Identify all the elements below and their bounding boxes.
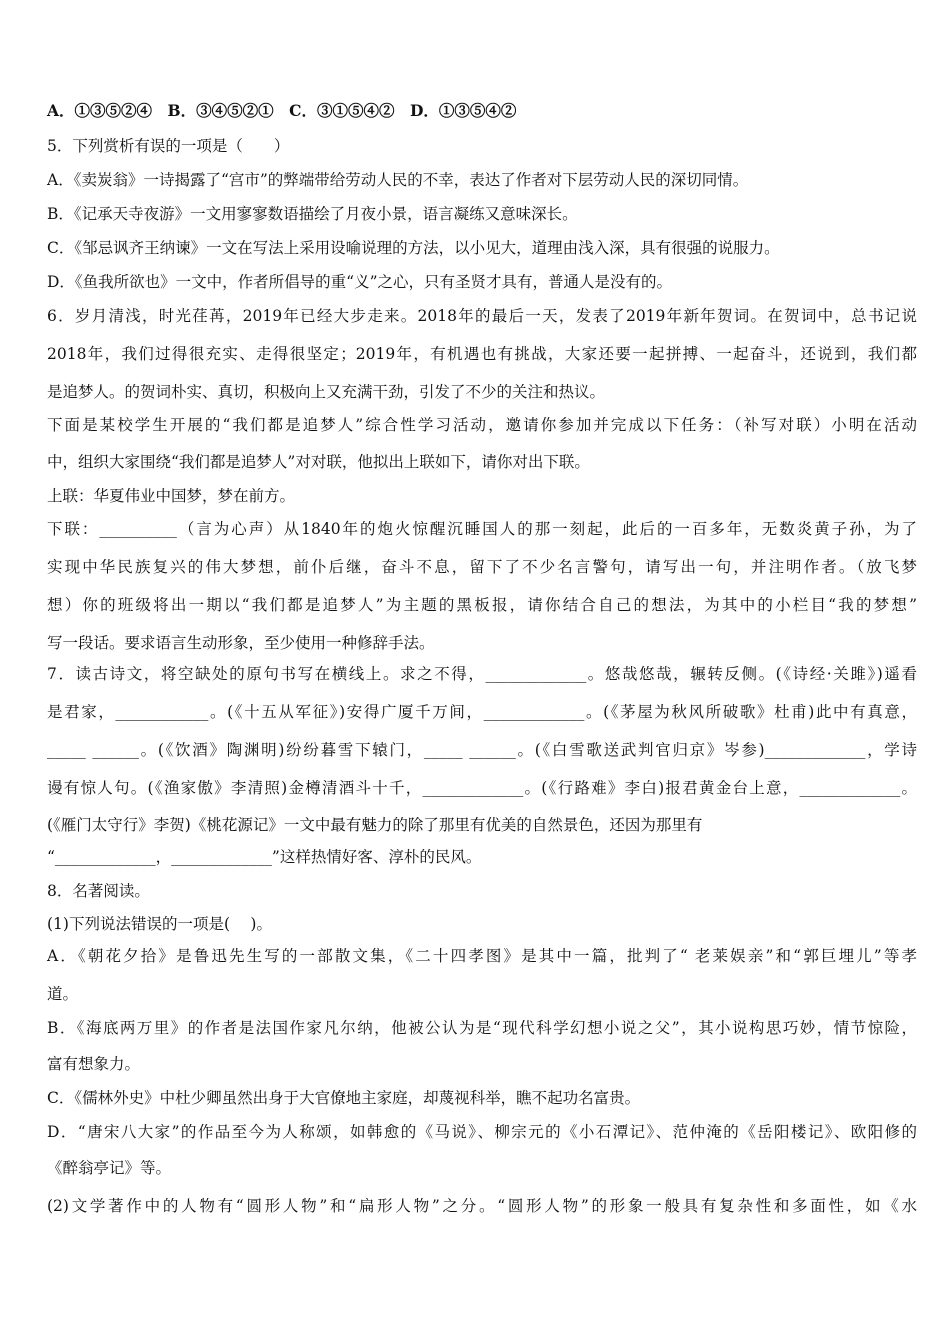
q6-line-7: 下联：__________（言为心声）从1840年的炮火惊醒沉睡国人的那一刻起，此后的一百多年，无数炎黄子孙，为了	[47, 520, 917, 538]
q5-option-a: A．《卖炭翁》一诗揭露了“宫市”的弊端带给劳动人民的不幸，表达了作者对下层劳动人民的深切同情。	[47, 171, 749, 189]
q6-line-4: 下面是某校学生开展的“我们都是追梦人”综合性学习活动，邀请你参加并完成以下任务：（补写对联）小明在活动	[47, 416, 917, 434]
q6-line-6: 上联：华夏伟业中国梦，梦在前方。	[47, 487, 296, 505]
q8-title: 8．名著阅读。	[47, 882, 150, 900]
q8-option-a-line-2: 道。	[47, 985, 79, 1003]
q7-line-4: 谩有惊人句。(《渔家傲》李清照)金樽清酒斗十千，_____________。(《行路难》李白)报君黄金台上意，_____________。	[47, 779, 917, 797]
q8-option-b-line-1: B．《海底两万里》的作者是法国作家凡尔纳，他被公认为是“现代科学幻想小说之父”，其小说构思巧妙，情节惊险，	[47, 1019, 917, 1037]
q5-stem: 5．下列赏析有误的一项是（ ）	[47, 137, 290, 155]
q8-option-d-line-1: D．“唐宋八大家”的作品至今为人称颂，如韩愈的《马说》、柳宗元的《小石潭记》、范仲淹的《岳阳楼记》、欧阳修的	[47, 1123, 917, 1141]
q6-line-8: 实现中华民族复兴的伟大梦想，前仆后继，奋斗不息，留下了不少名言警句，请写出一句，并注明作者。（放飞梦	[47, 558, 917, 576]
q7-line-6: “_____________，_____________”这样热情好客、淳朴的民风。	[47, 848, 482, 866]
q6-line-5: 中，组织大家围绕“我们都是追梦人”对对联，他拟出上联如下，请你对出下联。	[47, 453, 590, 471]
q5-option-d: D．《鱼我所欲也》一文中，作者所倡导的重“义”之心，只有圣贤才具有，普通人是没有的。	[47, 273, 673, 291]
q8-sub-1: (1)下列说法错误的一项是( )。	[47, 915, 272, 933]
q6-line-1: 6．岁月清浅，时光荏苒，2019年已经大步走来。2018年的最后一天，发表了2019年新年贺词。在贺词中，总书记说	[47, 307, 917, 325]
q5-option-c: C．《邹忌讽齐王纳谏》一文在写法上采用设喻说理的方法，以小见大，道理由浅入深，具有很强的说服力。	[47, 239, 780, 257]
q8-sub-2: (2)文学著作中的人物有“圆形人物”和“扁形人物”之分。“圆形人物”的形象一般具有复杂性和多面性，如《水	[47, 1197, 917, 1215]
q8-option-b-line-2: 富有想象力。	[47, 1055, 141, 1073]
q6-line-10: 写一段话。要求语言生动形象，至少使用一种修辞手法。	[47, 634, 435, 652]
q8-option-a-line-1: A．《朝花夕拾》是鲁迅先生写的一部散文集，《二十四孝图》是其中一篇，批判了“ 老莱娱亲”和“郭巨埋儿”等孝	[47, 947, 917, 965]
q5-option-b: B．《记承天寺夜游》一文用寥寥数语描绘了月夜小景，语言凝练又意味深长。	[47, 205, 578, 223]
q7-line-5: (《雁门太守行》李贺)《桃花源记》一文中最有魅力的除了那里有优美的自然景色，还因为那里有	[47, 816, 703, 834]
q7-line-3: _____ ______。(《饮酒》陶渊明)纷纷暮雪下辕门，_____ ______。(《白雪歌送武判官归京》岑参)_____________，学诗	[47, 741, 917, 759]
q8-option-d-line-2: 《醉翁亭记》等。	[47, 1159, 172, 1177]
q6-line-2: 2018年，我们过得很充实、走得很坚定；2019年，有机遇也有挑战，大家还要一起拼搏、一起奋斗，还说到，我们都	[47, 345, 917, 363]
q6-line-9: 想）你的班级将出一期以“我们都是追梦人”为主题的黑板报，请你结合自己的想法，为其中的小栏目“我的梦想”	[47, 596, 917, 614]
q7-line-2: 是君家，____________。(《十五从军征》)安得广厦千万间，_____________。(《茅屋为秋风所破歌》杜甫)此中有真意，	[47, 703, 917, 721]
q7-line-1: 7．读古诗文，将空缺处的原句书写在横线上。求之不得，_____________。悠哉悠哉，辗转反侧。(《诗经·关雎》)遥看	[47, 665, 917, 683]
q6-line-3: 是追梦人。的贺词朴实、真切，积极向上又充满干劲，引发了不少的关注和热议。	[47, 383, 606, 401]
q4-options: A．①③⑤②④ B．③④⑤②① C．③①⑤④② D．①③⑤④②	[47, 101, 517, 120]
q8-option-c: C．《儒林外史》中杜少卿虽然出身于大官僚地主家庭，却蔑视科举，瞧不起功名富贵。	[47, 1089, 641, 1107]
